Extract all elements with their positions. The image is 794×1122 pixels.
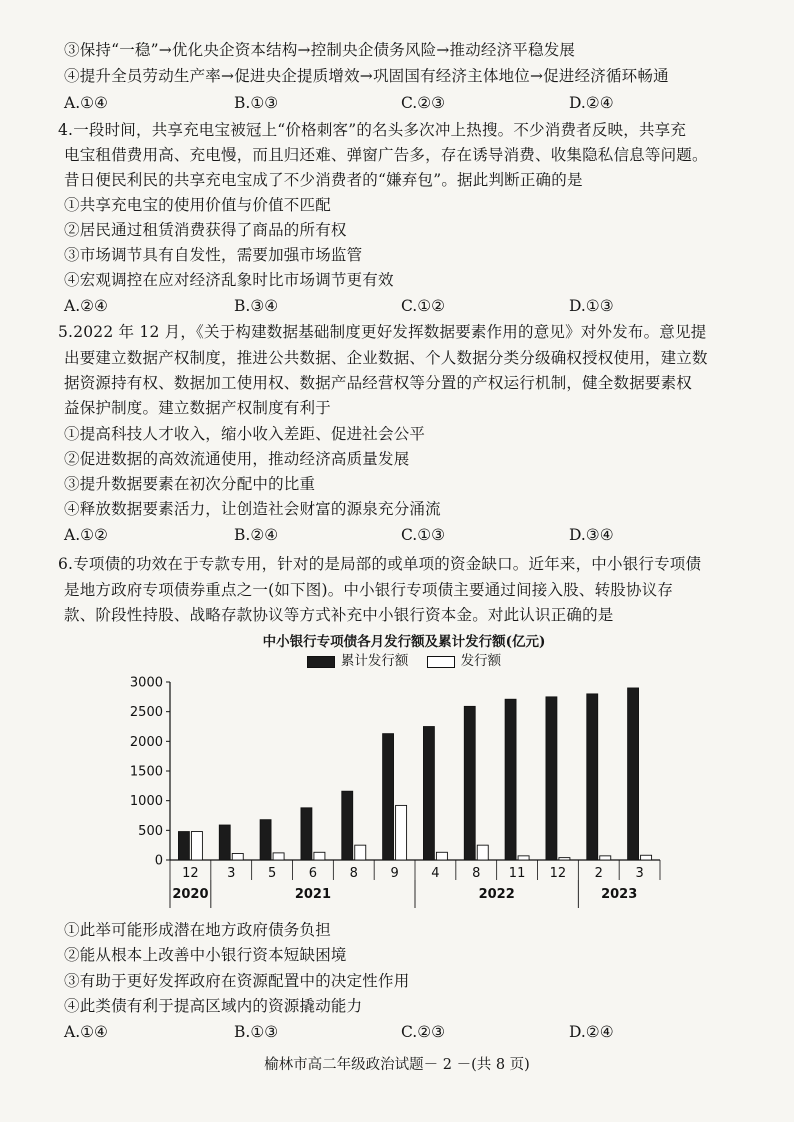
chart-legend bbox=[64, 652, 744, 670]
bar-cumulative bbox=[383, 734, 394, 860]
q5-item-4: ④释放数据要素活力，让创造社会财富的源泉充分涌流 bbox=[64, 500, 441, 518]
q3-options bbox=[64, 91, 744, 116]
x-tick-label: 5 bbox=[267, 866, 277, 881]
q4-stem-line-3: 昔日便民利民的共享充电宝成了不少消费者的“嫌弃包”。据此判断正确的是 bbox=[64, 171, 583, 189]
bar-monthly bbox=[191, 832, 202, 860]
year-label: 2021 bbox=[294, 887, 332, 902]
bar-cumulative bbox=[546, 697, 557, 860]
q5-options bbox=[64, 523, 744, 548]
x-tick-label: 12 bbox=[549, 866, 567, 881]
q6-option-b: B.①③ bbox=[234, 1023, 279, 1041]
bar-cumulative bbox=[628, 688, 639, 860]
q4-option-a: A.②④ bbox=[64, 297, 108, 315]
bar-monthly bbox=[641, 855, 652, 860]
q3-option-b: B.①③ bbox=[234, 94, 279, 112]
x-tick-label: 8 bbox=[349, 866, 358, 881]
bar-monthly bbox=[314, 852, 325, 860]
q6-stem-line-1: 6.专项债的功效在于专款专用，针对的是局部的或单项的资金缺口。近年来，中小银行专项债 bbox=[58, 555, 702, 573]
q5-stem-line-1: 5.2022 年 12 月，《关于构建数据基础制度更好发挥数据要素作用的意见》对外发布。意见提 bbox=[58, 323, 707, 341]
bar-monthly bbox=[518, 856, 529, 860]
y-tick-label: 500 bbox=[138, 823, 163, 839]
q5-item-3: ③提升数据要素在初次分配中的比重 bbox=[64, 475, 316, 493]
q6-option-c: C.②③ bbox=[401, 1023, 446, 1041]
bar-monthly bbox=[559, 858, 570, 860]
bar-cumulative bbox=[587, 694, 598, 860]
q4-item-4: ④宏观调控在应对经济乱象时比市场调节更有效 bbox=[64, 271, 394, 289]
q5-item-1: ①提高科技人才收入，缩小收入差距、促进社会公平 bbox=[64, 425, 426, 443]
x-tick-label: 3 bbox=[227, 866, 236, 881]
y-tick-label: 0 bbox=[154, 853, 163, 869]
year-label: 2020 bbox=[172, 887, 209, 902]
q4-item-3: ③市场调节具有自发性，需要加强市场监管 bbox=[64, 246, 363, 264]
q5-option-c: C.①③ bbox=[401, 526, 446, 544]
bar-monthly bbox=[436, 852, 447, 860]
q5-item-2: ②促进数据的高效流通使用，推动经济高质量发展 bbox=[64, 450, 410, 468]
bar-cumulative bbox=[505, 699, 516, 860]
x-tick-label: 8 bbox=[472, 866, 481, 881]
y-tick-label: 1500 bbox=[130, 764, 163, 780]
x-tick-label: 3 bbox=[635, 866, 644, 881]
bar-monthly bbox=[232, 853, 243, 860]
q3-item-4: ④提升全员劳动生产率→促进央企提质增效→巩固国有经济主体地位→促进经济循环畅通 bbox=[64, 67, 669, 85]
q4-stem-line-2: 电宝租借费用高、充电慢，而且归还难、弹窗广告多，存在诱导消费、收集隐私信息等问题。 bbox=[64, 146, 708, 164]
q4-option-b: B.③④ bbox=[234, 297, 279, 315]
q3-item-3: ③保持“一稳”→优化央企资本结构→控制央企债务风险→推动经济平稳发展 bbox=[64, 41, 576, 59]
legend-swatch-monthly bbox=[427, 656, 455, 668]
year-label: 2022 bbox=[478, 887, 515, 902]
q6-option-a: A.①④ bbox=[64, 1023, 108, 1041]
bank-bond-bar-chart bbox=[130, 672, 670, 917]
q6-options bbox=[64, 1020, 744, 1045]
q3-option-c: C.②③ bbox=[401, 94, 446, 112]
bar-cumulative bbox=[342, 791, 353, 860]
q6-stem-line-2: 是地方政府专项债券重点之一(如下图)。中小银行专项债主要通过间接入股、转股协议存 bbox=[64, 581, 674, 599]
x-tick-label: 9 bbox=[390, 866, 399, 881]
y-tick-label: 2000 bbox=[130, 734, 163, 750]
q6-item-4: ④此类债有利于提高区域内的资源撬动能力 bbox=[64, 997, 363, 1015]
bar-monthly bbox=[477, 845, 488, 860]
q5-option-d: D.③④ bbox=[569, 526, 614, 544]
q5-option-a: A.①② bbox=[64, 526, 108, 544]
bar-cumulative bbox=[178, 832, 189, 860]
q6-item-3: ③有助于更好发挥政府在资源配置中的决定性作用 bbox=[64, 972, 410, 990]
chart-title: 中小银行专项债各月发行额及累计发行额(亿元) bbox=[262, 634, 546, 650]
legend-label-monthly: 发行额 bbox=[460, 653, 502, 669]
x-tick-label: 4 bbox=[431, 866, 440, 881]
page-footer: 榆林市高二年级政治试题－ 2 －(共 8 页) bbox=[264, 1057, 530, 1073]
q5-stem-line-3: 据资源持有权、数据加工使用权、数据产品经营权等分置的产权运行机制，健全数据要素权 bbox=[64, 374, 693, 392]
q4-option-d: D.①③ bbox=[569, 297, 614, 315]
y-tick-label: 2500 bbox=[130, 705, 163, 721]
q3-option-a: A.①④ bbox=[64, 94, 108, 112]
q5-stem-line-4: 益保护制度。建立数据产权制度有利于 bbox=[64, 399, 331, 417]
x-tick-label: 2 bbox=[594, 866, 603, 881]
x-tick-label: 12 bbox=[182, 866, 199, 881]
bar-cumulative bbox=[423, 727, 434, 861]
bar-cumulative bbox=[301, 808, 312, 860]
y-tick-label: 1000 bbox=[130, 794, 163, 810]
q4-stem-line-1: 4.一段时间，共享充电宝被冠上“价格刺客”的名头多次冲上热搜。不少消费者反映，共享充 bbox=[58, 121, 687, 139]
q5-option-b: B.②④ bbox=[234, 526, 279, 544]
q4-item-2: ②居民通过租赁消费获得了商品的所有权 bbox=[64, 221, 347, 239]
bar-cumulative bbox=[260, 820, 271, 860]
y-tick-label: 3000 bbox=[130, 675, 163, 691]
q5-stem-line-2: 出要建立数据产权制度，推进公共数据、企业数据、个人数据分类分级确权授权使用，建立数 bbox=[64, 349, 708, 367]
legend-label-cumulative: 累计发行额 bbox=[340, 653, 409, 669]
q6-item-1: ①此举可能形成潜在地方政府债务负担 bbox=[64, 921, 331, 939]
q6-option-d: D.②④ bbox=[569, 1023, 614, 1041]
q4-item-1: ①共享充电宝的使用价值与价值不匹配 bbox=[64, 196, 331, 214]
q6-item-2: ②能从根本上改善中小银行资本短缺困境 bbox=[64, 946, 347, 964]
bar-monthly bbox=[355, 845, 366, 860]
bar-cumulative bbox=[219, 825, 230, 860]
q4-option-c: C.①② bbox=[401, 297, 446, 315]
bar-monthly bbox=[396, 805, 407, 860]
x-tick-label: 11 bbox=[508, 866, 526, 881]
x-tick-label: 6 bbox=[308, 866, 318, 881]
bar-monthly bbox=[600, 856, 611, 860]
bar-monthly bbox=[273, 853, 284, 860]
year-label: 2023 bbox=[601, 887, 638, 902]
q4-options bbox=[64, 294, 744, 319]
legend-swatch-cumulative bbox=[307, 656, 335, 668]
bar-cumulative bbox=[464, 706, 475, 860]
q6-stem-line-3: 款、阶段性持股、战略存款协议等方式补充中小银行资本金。对此认识正确的是 bbox=[64, 606, 614, 624]
q3-option-d: D.②④ bbox=[569, 94, 614, 112]
